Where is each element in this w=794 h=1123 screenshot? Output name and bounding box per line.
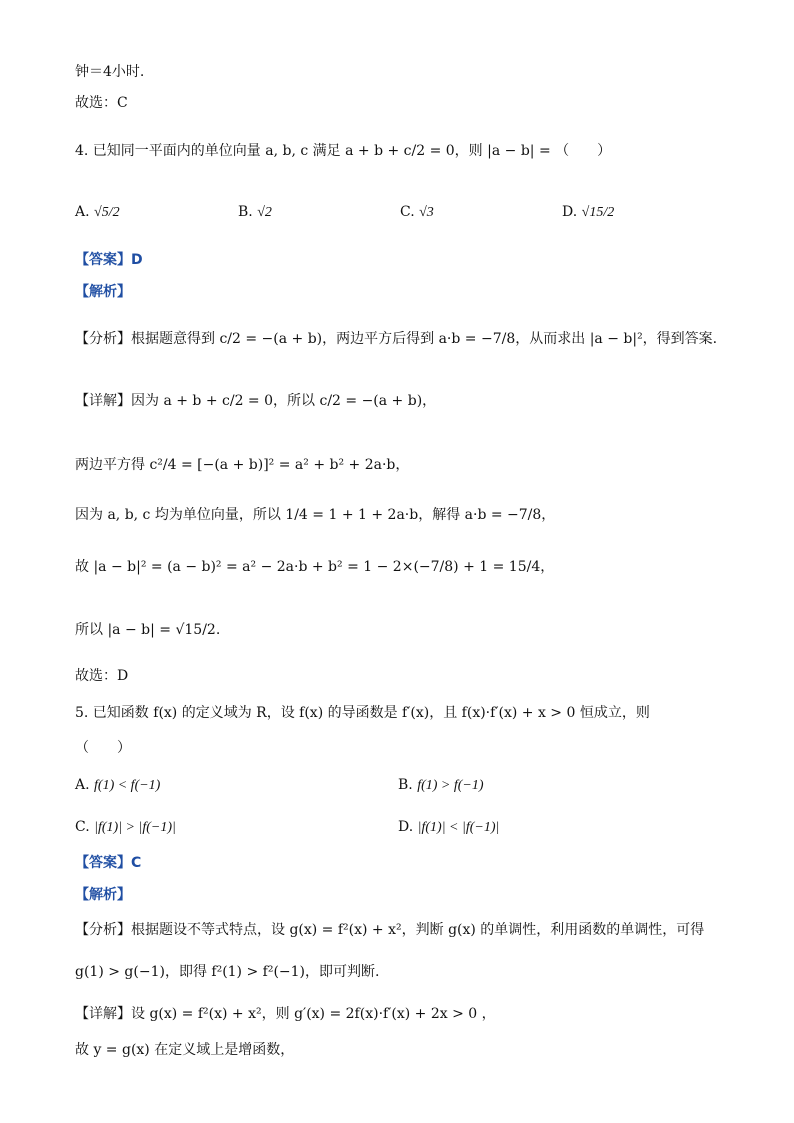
question-5-stem: 5. 已知函数 f(x) 的定义域为 R，设 f(x) 的导函数是 f′(x)，且 f(x)·f′(x) + x > 0 恒成立，则 [75, 705, 650, 721]
q5-option-d: D. |f(1)| < |f(−1)| [398, 819, 500, 835]
question-4-stem: 4. 已知同一平面内的单位向量 a, b, c 满足 a + b + c/2 = 0，则 |a − b| = （ ） [75, 143, 612, 159]
q4-option-b: B. √2 [238, 204, 272, 220]
text-line: 故选：C [75, 95, 128, 111]
detail-line: 所以 |a − b| = √15/2. [75, 622, 221, 638]
analysis-heading: 【解析】 [75, 887, 131, 903]
detail-line: 两边平方得 c²/4 = [−(a + b)]² = a² + b² + 2a·b， [75, 457, 410, 473]
text-line: 钟＝4小时. [75, 64, 145, 80]
q4-option-a: A. √5/2 [75, 204, 120, 220]
analysis-line: 【分析】根据题设不等式特点，设 g(x) = f²(x) + x²，判断 g(x) 的单调性，利用函数的单调性，可得 [75, 922, 705, 938]
answer-label: 【答案】D [75, 252, 143, 268]
detail-line: 【详解】设 g(x) = f²(x) + x²，则 g′(x) = 2f(x)·f′(x) + 2x > 0 ， [75, 1006, 496, 1022]
analysis-line: g(1) > g(−1)，即得 f²(1) > f²(−1)，即可判断. [75, 964, 380, 980]
detail-line: 因为 a, b, c 均为单位向量，所以 1/4 = 1 + 1 + 2a·b，解得 a·b = −7/8， [75, 507, 556, 523]
q5-option-c: C. |f(1)| > |f(−1)| [75, 819, 176, 835]
detail-line: 【详解】因为 a + b + c/2 = 0，所以 c/2 = −(a + b)， [75, 393, 437, 409]
analysis-line: 【分析】根据题意得到 c/2 = −(a + b)，两边平方后得到 a·b = −7/8，从而求出 |a − b|²，得到答案. [75, 331, 718, 347]
question-5-paren: （ ） [75, 740, 131, 756]
answer-label: 【答案】C [75, 855, 142, 871]
detail-line: 故 |a − b|² = (a − b)² = a² − 2a·b + b² = 1 − 2×(−7/8) + 1 = 15/4， [75, 559, 555, 575]
text-line: 故选：D [75, 668, 129, 684]
detail-line: 故 y = g(x) 在定义域上是增函数， [75, 1042, 295, 1058]
analysis-heading: 【解析】 [75, 284, 131, 300]
q4-option-d: D. √15/2 [562, 204, 615, 220]
q4-option-c: C. √3 [400, 204, 434, 220]
q5-option-b: B. f(1) > f(−1) [398, 777, 484, 793]
q5-option-a: A. f(1) < f(−1) [75, 777, 161, 793]
